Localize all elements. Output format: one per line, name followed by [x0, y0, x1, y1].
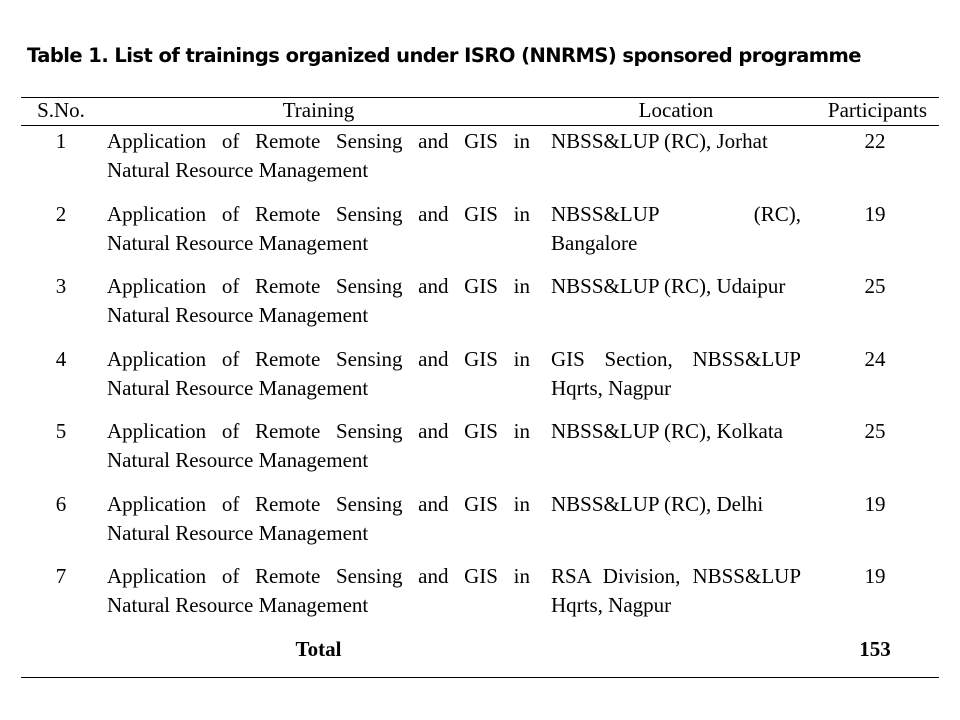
row-4-training: Application of Remote Sensing and GIS in Natural Resource Management [107, 347, 530, 400]
row-3-sno: 3 [55, 274, 67, 298]
row-1-sno: 1 [55, 129, 67, 153]
row-3-training: Application of Remote Sensing and GIS in Natural Resource Management [107, 274, 530, 327]
row-2-training: Application of Remote Sensing and GIS in Natural Resource Management [107, 202, 530, 255]
row-5-participants: 25 [864, 419, 886, 443]
row-7-sno: 7 [55, 564, 67, 588]
row-2-location: NBSS&LUP (RC), Bangalore [551, 202, 801, 255]
row-6-sno: 6 [55, 492, 67, 516]
total-label: Total [295, 637, 342, 661]
row-7-training: Application of Remote Sensing and GIS in Natural Resource Management [107, 564, 530, 617]
table-caption: Table 1. List of trainings organized under ISRO (NNRMS) sponsored programme [27, 44, 861, 67]
row-6-participants: 19 [864, 492, 886, 516]
header-training: Training [282, 98, 355, 122]
header-sno: S.No. [37, 98, 85, 122]
table-bottom-rule [21, 677, 939, 678]
total-value: 153 [859, 637, 891, 661]
row-7-participants: 19 [864, 564, 886, 588]
row-5-training: Application of Remote Sensing and GIS in Natural Resource Management [107, 419, 530, 472]
row-5-location: NBSS&LUP (RC), Kolkata [551, 419, 783, 443]
row-3-participants: 25 [864, 274, 886, 298]
row-4-sno: 4 [55, 347, 67, 371]
row-2-participants: 19 [864, 202, 886, 226]
row-1-training: Application of Remote Sensing and GIS in Natural Resource Management [107, 129, 530, 182]
row-4-location: GIS Section, NBSS&LUP Hqrts, Nagpur [551, 347, 801, 400]
row-2-sno: 2 [55, 202, 67, 226]
header-bottom-rule [21, 125, 939, 126]
row-7-location: RSA Division, NBSS&LUP Hqrts, Nagpur [551, 564, 801, 617]
row-6-training: Application of Remote Sensing and GIS in Natural Resource Management [107, 492, 530, 545]
row-3-location: NBSS&LUP (RC), Udaipur [551, 274, 786, 298]
header-location: Location [638, 98, 714, 122]
row-4-participants: 24 [864, 347, 886, 371]
row-5-sno: 5 [55, 419, 67, 443]
row-1-participants: 22 [864, 129, 886, 153]
header-participants: Participants [827, 98, 928, 122]
row-6-location: NBSS&LUP (RC), Delhi [551, 492, 764, 516]
row-1-location: NBSS&LUP (RC), Jorhat [551, 129, 768, 153]
